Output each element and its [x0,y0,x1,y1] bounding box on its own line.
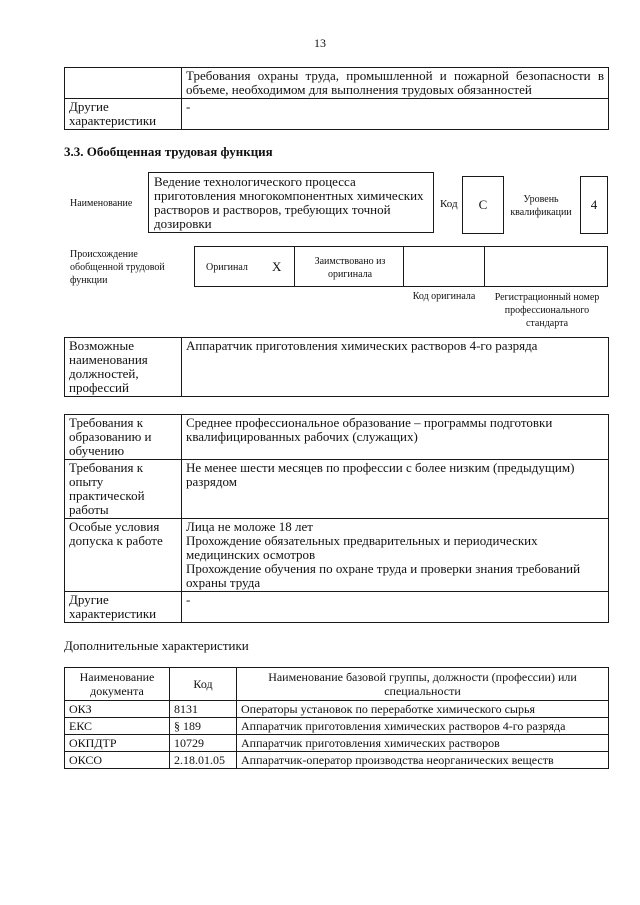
code-cell: 8131 [170,701,237,718]
extra-characteristics-table [64,667,609,769]
code-box [462,176,504,234]
level-box [580,176,608,234]
group-cell: Аппаратчик-оператор производства неорганических веществ [237,752,609,769]
admission-line-safety-training: Прохождение обучения по охране труда и проверки знания требований охраны труда [186,561,581,590]
requirements-table [64,414,609,623]
code-label: Код [440,198,458,210]
function-name-box [148,172,434,233]
group-cell: Аппаратчик приготовления химических растворов [237,735,609,752]
table-row [65,718,609,735]
group-cell: Аппаратчик приготовления химических растворов 4-го разряда [237,718,609,735]
origin-divider-3 [484,246,485,287]
positions-table [64,337,609,397]
top-table [64,67,609,130]
doc-cell: ЕКС [65,718,170,735]
other-characteristics-label: Другие характеристики [65,99,182,130]
table-row [65,735,609,752]
code-cell: 2.18.01.05 [170,752,237,769]
positions-label: Возможные наименования должностей, профессий [65,338,182,397]
admission-line-age: Лица не моложе 18 лет [186,519,313,534]
admission-conditions-value [182,519,609,592]
admission-line-medical: Прохождение обязательных предварительных и периодических медицинских осмотров [186,533,538,562]
positions-value: Аппаратчик приготовления химических растворов 4-го разряда [182,338,609,397]
other-characteristics-label-2: Другие характеристики [65,592,182,623]
experience-requirements-value [182,460,609,519]
section-title: 3.3. Обобщенная трудовая функция [64,144,273,159]
level-label: Уровень квалификации [510,194,572,218]
code-value: С [478,197,488,212]
doc-cell: ОКСО [65,752,170,769]
header-document-name: Наименование документа [65,668,170,701]
level-value: 4 [590,197,598,212]
education-requirements-label: Требования к образованию и обучению [65,415,182,460]
header-group-name: Наименование базовой группы, должности (профессии) или специальности [237,668,609,701]
group-cell: Операторы установок по переработке химического сырья [237,701,609,718]
origin-box [194,246,608,287]
doc-cell: ОКПДТР [65,735,170,752]
education-line: Среднее профессиональное образование – программы подготовки квалифицированных рабочих (служащих) [186,415,553,444]
other-line: - [186,592,191,607]
original-code-caption: Код оригинала [412,291,476,302]
original-mark: X [272,259,282,274]
function-name: Ведение технологического процесса приготовления многокомпонентных химических растворов и растворов, требующих точной дозировки [154,174,424,231]
admission-conditions-label: Особые условия допуска к работе [65,519,182,592]
header-code: Код [170,668,237,701]
doc-cell: ОКЗ [65,701,170,718]
labor-safety-requirements: Требования охраны труда, промышленной и пожарной безопасности в объеме, необходимом для выполнения трудовых обязанностей [182,68,609,99]
experience-requirements-label: Требования к опыту практической работы [65,460,182,519]
borrowed-label: Заимствовано из оригинала [314,256,386,280]
name-label: Наименование [70,198,133,209]
original-label: Оригинал [206,262,248,273]
other-characteristics-value: - [182,99,609,130]
table-row [65,701,609,718]
other-characteristics-value-2 [182,592,609,623]
origin-divider-2 [403,246,404,287]
table-row [65,752,609,769]
code-cell: 10729 [170,735,237,752]
code-cell: § 189 [170,718,237,735]
page-number: 13 [314,36,326,50]
extra-characteristics-title: Дополнительные характеристики [64,638,249,653]
education-requirements-value [182,415,609,460]
experience-line: Не менее шести месяцев по профессии с более низким (предыдущим) разрядом [186,460,575,489]
origin-divider-1 [294,246,295,287]
registration-number-caption: Регистрационный номер профессионального стандарта [494,292,600,329]
origin-label: Происхождение обобщенной трудовой функции [70,249,165,286]
